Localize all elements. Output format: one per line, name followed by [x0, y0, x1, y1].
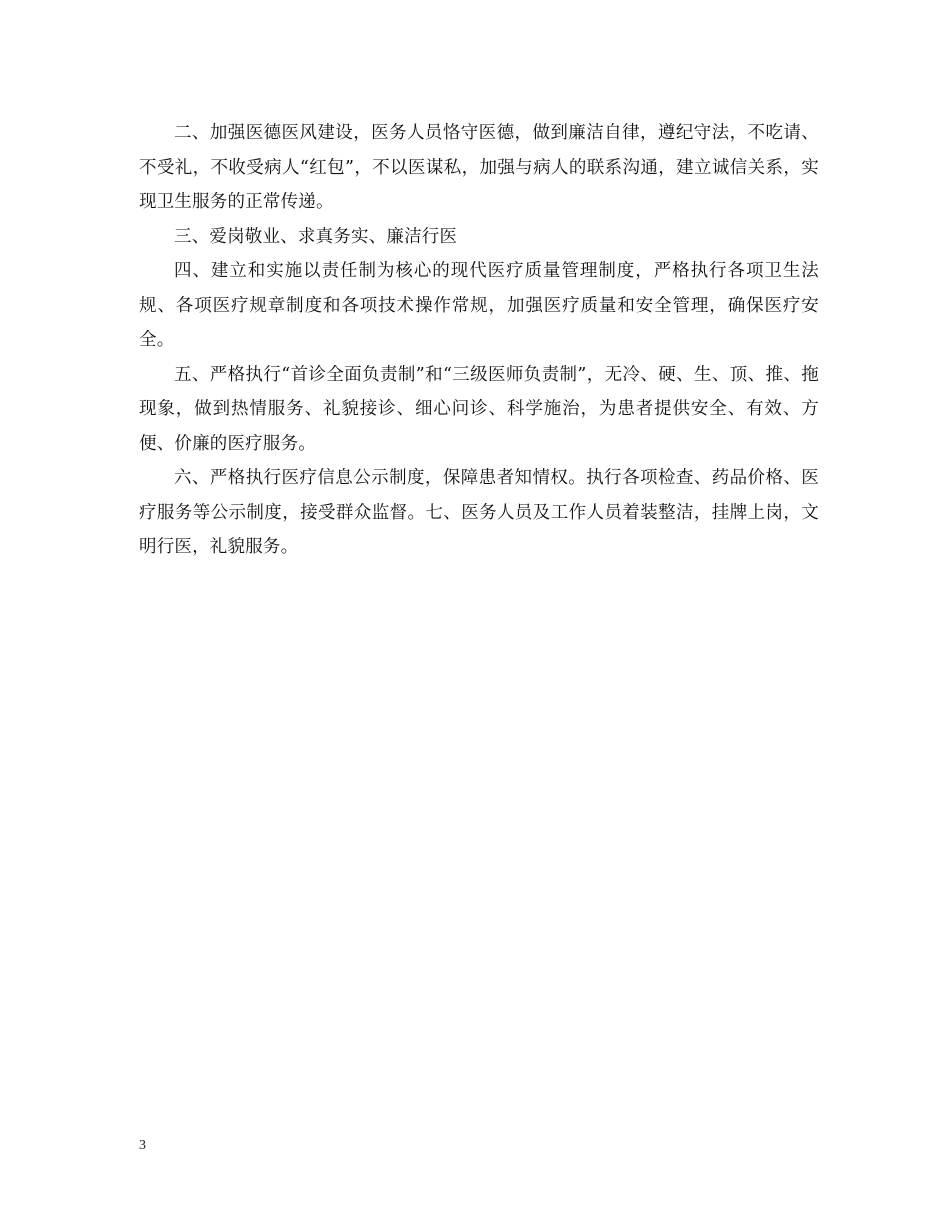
- paragraph-medical-ethics: 二、加强医德医风建设，医务人员恪守医德，做到廉洁自律，遵纪守法，不吃请、不受礼，不收受病人“红包”，不以医谋私，加强与病人的联系沟通，建立诚信关系，实现卫生服务的正常传递。: [139, 123, 819, 212]
- paragraph-responsibility-system: 五、严格执行“首诊全面负责制”和“三级医师负责制”，无冷、硬、生、顶、推、拖现象，做到热情服务、礼貌接诊、细心问诊、科学施治，为患者提供安全、有效、方便、价廉的医疗服务。: [139, 364, 819, 454]
- page-number: 3: [139, 1138, 146, 1153]
- paragraph-dedication: 三、爱岗敬业、求真务实、廉洁行医: [174, 226, 458, 247]
- document-body: [139, 116, 819, 565]
- paragraph-information-disclosure: 六、严格执行医疗信息公示制度，保障患者知情权。执行各项检查、药品价格、医疗服务等公示制度，接受群众监督。七、医务人员及工作人员着装整洁，挂牌上岗，文明行医，礼貌服务。: [139, 468, 819, 557]
- paragraph-quality-management: 四、建立和实施以责任制为核心的现代医疗质量管理制度，严格执行各项卫生法规、各项医疗规章制度和各项技术操作常规，加强医疗质量和安全管理，确保医疗安全。: [139, 261, 819, 350]
